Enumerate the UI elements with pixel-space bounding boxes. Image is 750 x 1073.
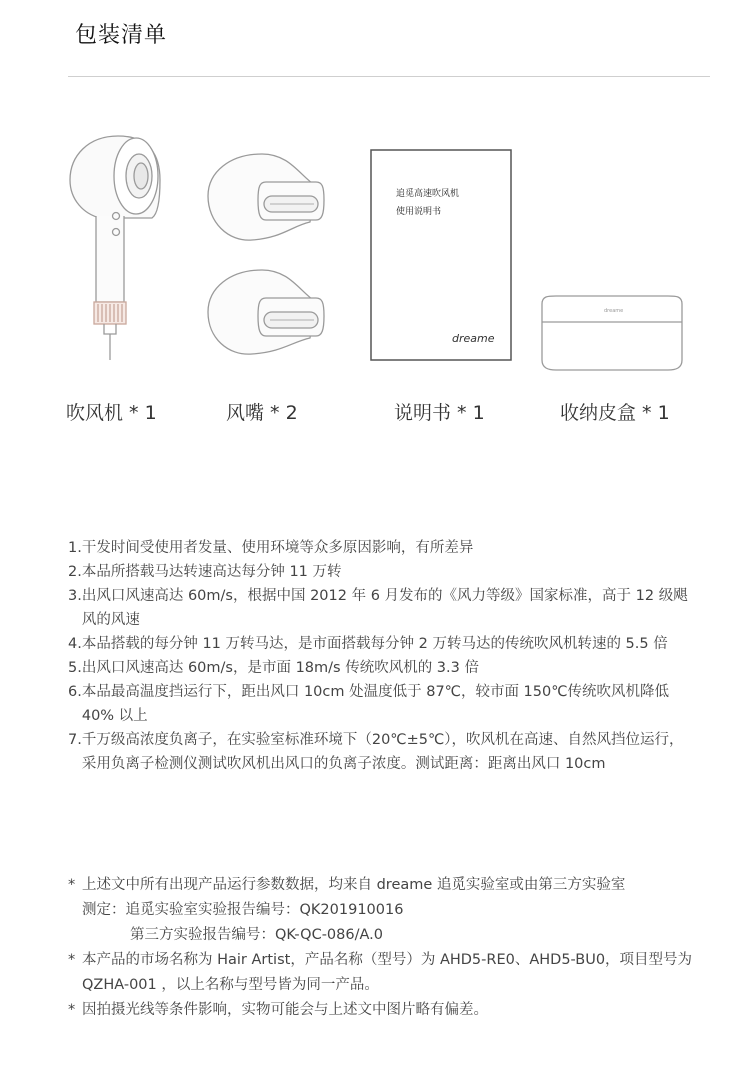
footnote-third-party-report: 第三方实验报告编号：QK-QC-086/A.0 [130, 927, 383, 943]
page-title: 包装清单 [75, 23, 168, 48]
nozzle-bottom-image [208, 270, 324, 354]
footnote-product-name: * 本产品的市场名称为 Hair Artist，产品名称（型号）为 AHD5-RE0、AHD5-BU0，项目型号为 QZHA-001 ，以上名称与型号皆为同一产品。 [68, 952, 693, 993]
note-item: 6. 本品最高温度挡运行下，距出风口 10cm 处温度低于 87℃，较市面 150℃传统吹风机降低 40% 以上 [68, 684, 670, 724]
hair-dryer-image [70, 136, 160, 360]
footnotes [68, 873, 698, 1023]
title-divider [68, 76, 710, 77]
note-item: 4. 本品搭载的每分钟 11 万转马达，是市面搭载每分钟 2 万转马达的传统吹风机转速的 5.5 倍 [68, 636, 668, 652]
storage-case-image [542, 296, 682, 370]
item-label-manual: 说明书 * 1 [394, 402, 485, 424]
notes-list [68, 536, 688, 776]
manual-brand: dreame [452, 332, 495, 345]
note-item: 3. 出风口风速高达 60m/s，根据中国 2012 年 6 月发布的《风力等级》国家标准，高于 12 级飓风的风速 [68, 588, 688, 628]
item-label-storage-case: 收纳皮盒 * 1 [560, 402, 670, 424]
item-label-nozzle: 风嘴 * 2 [226, 402, 298, 424]
item-label-hair-dryer: 吹风机 * 1 [66, 402, 157, 424]
case-brand: dreame [604, 308, 624, 314]
footnote-data-source: * 上述文中所有出现产品运行参数数据，均来自 dreame 追觅实验室或由第三方实验室 [68, 877, 626, 893]
note-item: 2. 本品所搭载马达转速高达每分钟 11 万转 [68, 564, 342, 580]
manual-cover-title: 追觅高速吹风机 [396, 189, 460, 199]
note-item: 7. 千万级高浓度负离子，在实验室标准环境下（20℃±5℃），吹风机在高速、自然风挡位运行，采用负离子检测仪测试吹风机出风口的负离子浓度。测试距离：距离出风口 10cm [68, 732, 684, 772]
nozzle-top-image [208, 154, 324, 240]
note-item: 1. 干发时间受使用者发量、使用环境等众多原因影响，有所差异 [68, 540, 474, 556]
manual-image [371, 150, 511, 360]
footnote-image-disclaimer: * 因拍摄光线等条件影响，实物可能会与上述文中图片略有偏差。 [68, 1002, 488, 1018]
package-contents-illustration [0, 120, 750, 380]
note-item: 5. 出风口风速高达 60m/s，是市面 18m/s 传统吹风机的 3.3 倍 [68, 660, 479, 676]
manual-cover-subtitle: 使用说明书 [396, 207, 442, 217]
footnote-lab-report: 测定：追觅实验室实验报告编号：QK201910016 [82, 902, 404, 918]
